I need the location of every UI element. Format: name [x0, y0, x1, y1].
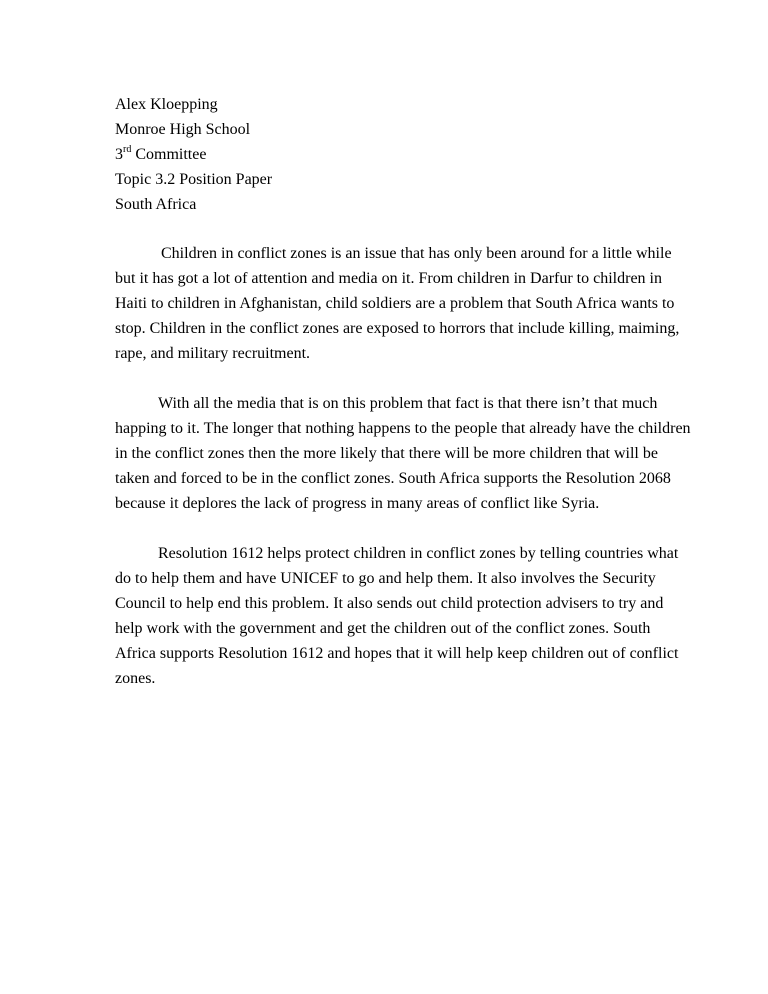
paper-body [115, 241, 691, 716]
author-name: Alex Kloepping [115, 96, 218, 113]
committee-line [115, 142, 655, 167]
paragraph-1 [115, 241, 680, 366]
topic-line: Topic 3.2 Position Paper [115, 171, 273, 188]
school-name: Monroe High School [115, 121, 251, 138]
paragraph-line: Africa supports Resolution 1612 and hopes that it will help keep children out of conflict [115, 645, 679, 662]
paragraph-line: Children in conflict zones is an issue that has only been around for a little while [161, 245, 672, 262]
paragraph-line: but it has got a lot of attention and media on it. From children in Darfur to children in [115, 270, 662, 287]
paragraph-line: Haiti to children in Afghanistan, child soldiers are a problem that South Africa wants to [115, 295, 675, 312]
committee-word: Committee [131, 146, 207, 163]
paragraph-line: Resolution 1612 helps protect children in conflict zones by telling countries what [158, 545, 679, 562]
paragraph-line: zones. [115, 670, 156, 687]
paragraph-line: in the conflict zones then the more likely that there will be more children that will be [115, 445, 658, 462]
paragraph-line: With all the media that is on this problem that fact is that there isn’t that much [158, 395, 658, 412]
committee-number: 3 [115, 146, 123, 163]
paragraph-line: stop. Children in the conflict zones are exposed to horrors that include killing, maiming, [115, 320, 680, 337]
paragraph-line: rape, and military recruitment. [115, 345, 311, 362]
paragraph-line: do to help them and have UNICEF to go and help them. It also involves the Security [115, 570, 656, 587]
country-line: South Africa [115, 196, 197, 213]
committee-ordinal-suffix: rd [123, 144, 132, 155]
paragraph-2 [115, 391, 691, 516]
paragraph-line: happing to it. The longer that nothing happens to the people that already have the children [115, 420, 691, 437]
paragraph-line: taken and forced to be in the conflict zones. South Africa supports the Resolution 2068 [115, 470, 671, 487]
paragraph-line: Council to help end this problem. It also sends out child protection advisers to try and [115, 595, 664, 612]
paragraph-line: help work with the government and get the children out of the conflict zones. South [115, 620, 651, 637]
paragraph-line: because it deplores the lack of progress in many areas of conflict like Syria. [115, 495, 600, 512]
paragraph-3 [115, 541, 679, 691]
paper-header [115, 92, 655, 217]
